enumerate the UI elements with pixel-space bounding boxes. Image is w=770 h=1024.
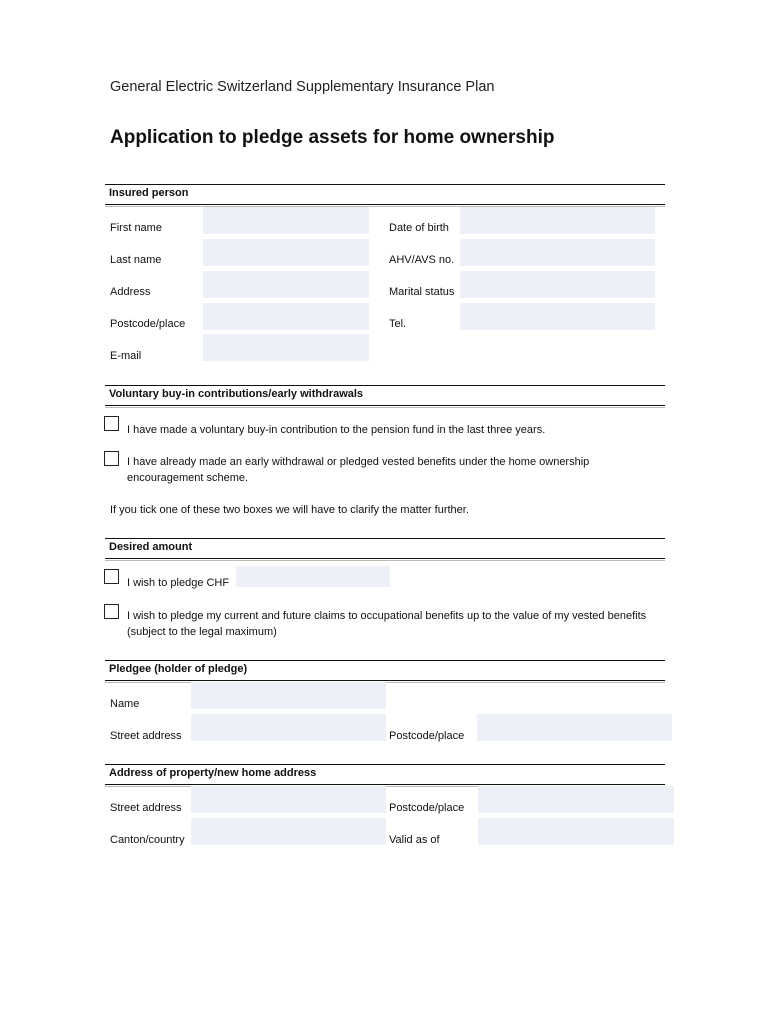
early-withdrawal-text: I have already made an early withdrawal or pledged vested benefits under the home ownership encouragement scheme. (127, 456, 590, 484)
pledgee-street-field[interactable] (191, 714, 386, 741)
pledgee-postcode-label: Postcode/place (389, 730, 465, 742)
ahv-field[interactable] (460, 239, 655, 266)
section-desired-amount (105, 538, 665, 559)
property-street-field[interactable] (191, 786, 386, 813)
valid-as-of-label: Valid as of (389, 834, 440, 846)
section-property-address-heading: Address of property/new home address (109, 767, 317, 779)
postcode-place-field[interactable] (203, 303, 369, 330)
pledgee-street-label: Street address (110, 730, 182, 742)
pledgee-name-label: Name (110, 698, 140, 710)
property-postcode-label: Postcode/place (389, 802, 465, 814)
address-field[interactable] (203, 271, 369, 298)
property-street-label: Street address (110, 802, 182, 814)
last-name-field[interactable] (203, 239, 369, 266)
section-pledgee (105, 660, 665, 681)
tel-label: Tel. (389, 318, 407, 330)
last-name-label: Last name (110, 254, 162, 266)
marital-status-field[interactable] (460, 271, 655, 298)
voluntary-buyin-text: I have made a voluntary buy-in contribution to the pension fund in the last three years. (127, 424, 546, 436)
plan-name: General Electric Switzerland Supplementary Insurance Plan (110, 79, 495, 95)
pledge-claims-text: I wish to pledge my current and future claims to occupational benefits up to the value of my vested benefits (subject to the legal maximum) (127, 610, 647, 638)
section-insured-person (105, 184, 665, 205)
section-desired-amount-heading: Desired amount (109, 541, 193, 553)
section-voluntary-heading: Voluntary buy-in contributions/early withdrawals (109, 388, 364, 400)
date-of-birth-label: Date of birth (389, 222, 449, 234)
voluntary-buyin-checkbox[interactable] (104, 416, 119, 431)
pledge-chf-text: I wish to pledge CHF (127, 577, 230, 589)
page-title: Application to pledge assets for home ownership (110, 127, 555, 148)
pledgee-name-field[interactable] (191, 682, 386, 709)
pledge-chf-checkbox[interactable] (104, 569, 119, 584)
email-field[interactable] (203, 334, 369, 361)
marital-status-label: Marital status (389, 286, 455, 298)
pledge-claims-checkbox[interactable] (104, 604, 119, 619)
valid-as-of-field[interactable] (478, 818, 674, 845)
section-property-address (105, 764, 665, 785)
pledge-chf-amount-field[interactable] (236, 566, 390, 587)
section-insured-person-heading: Insured person (109, 187, 189, 199)
first-name-field[interactable] (203, 207, 369, 234)
date-of-birth-field[interactable] (460, 207, 655, 234)
ahv-label: AHV/AVS no. (389, 254, 455, 266)
tel-field[interactable] (460, 303, 655, 330)
clarify-note: If you tick one of these two boxes we will have to clarify the matter further. (110, 504, 469, 516)
section-voluntary (105, 385, 665, 406)
canton-country-field[interactable] (191, 818, 386, 845)
address-label: Address (110, 286, 151, 298)
first-name-label: First name (110, 222, 162, 234)
canton-country-label: Canton/country (110, 834, 185, 846)
email-label: E-mail (110, 350, 142, 362)
property-postcode-field[interactable] (478, 786, 674, 813)
section-pledgee-heading: Pledgee (holder of pledge) (109, 663, 248, 675)
early-withdrawal-checkbox[interactable] (104, 451, 119, 466)
pledgee-postcode-field[interactable] (477, 714, 672, 741)
postcode-place-label: Postcode/place (110, 318, 186, 330)
